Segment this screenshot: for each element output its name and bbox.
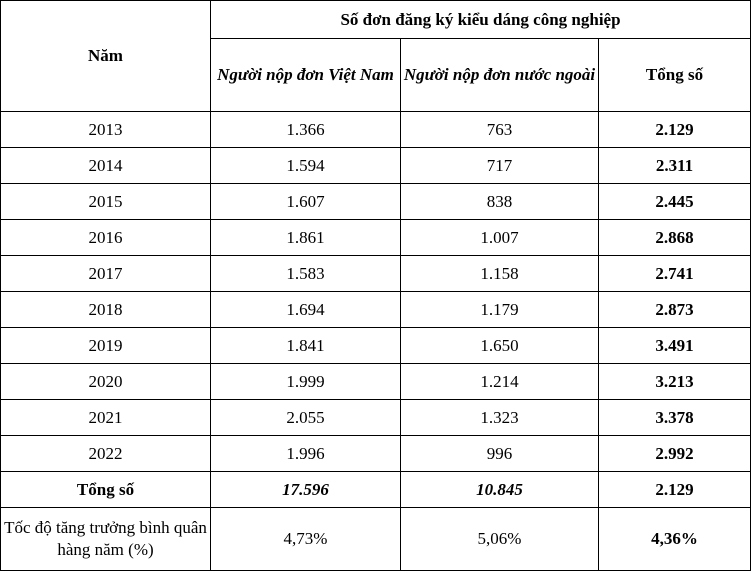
table-row: [1, 256, 751, 292]
header-group-title: Số đơn đăng ký kiểu dáng công nghiệp: [211, 1, 751, 39]
growth-foreign: 5,06%: [401, 508, 599, 571]
cell-year: 2014: [1, 148, 211, 184]
header-year: Năm: [1, 1, 211, 112]
cell-total: 3.378: [599, 400, 751, 436]
growth-label-cell: [1, 508, 211, 571]
total-label: Tổng số: [1, 472, 211, 508]
cell-vietnam: 1.583: [211, 256, 401, 292]
cell-vietnam: 1.999: [211, 364, 401, 400]
table-row: [1, 184, 751, 220]
header-foreign-applicants-label: Người nộp đơn nước ngoài: [403, 65, 596, 84]
table-row: [1, 112, 751, 148]
cell-foreign: 1.179: [401, 292, 599, 328]
cell-total: 3.491: [599, 328, 751, 364]
cell-vietnam: 2.055: [211, 400, 401, 436]
cell-year: 2015: [1, 184, 211, 220]
cell-vietnam: 1.861: [211, 220, 401, 256]
cell-vietnam: 1.594: [211, 148, 401, 184]
cell-foreign: 1.323: [401, 400, 599, 436]
cell-total: 2.992: [599, 436, 751, 472]
cell-vietnam: 1.366: [211, 112, 401, 148]
table-row: [1, 436, 751, 472]
total-all: 2.129: [599, 472, 751, 508]
cell-foreign: 1.158: [401, 256, 599, 292]
header-foreign-applicants: [401, 39, 599, 112]
cell-year: 2016: [1, 220, 211, 256]
table-row: [1, 220, 751, 256]
growth-total: 4,36%: [599, 508, 751, 571]
growth-label: Tốc độ tăng trưởng bình quân hàng năm (%): [4, 518, 207, 559]
total-row: [1, 472, 751, 508]
cell-foreign: 1.007: [401, 220, 599, 256]
cell-foreign: 1.650: [401, 328, 599, 364]
cell-year: 2020: [1, 364, 211, 400]
cell-total: 2.868: [599, 220, 751, 256]
cell-vietnam: 1.996: [211, 436, 401, 472]
cell-foreign: 996: [401, 436, 599, 472]
header-vietnam-applicants: [211, 39, 401, 112]
cell-total: 3.213: [599, 364, 751, 400]
cell-total: 2.741: [599, 256, 751, 292]
table-row: [1, 364, 751, 400]
cell-total: 2.311: [599, 148, 751, 184]
growth-vietnam: 4,73%: [211, 508, 401, 571]
table-row: [1, 148, 751, 184]
cell-total: 2.445: [599, 184, 751, 220]
total-vietnam: 17.596: [211, 472, 401, 508]
cell-vietnam: 1.694: [211, 292, 401, 328]
cell-foreign: 1.214: [401, 364, 599, 400]
cell-year: 2022: [1, 436, 211, 472]
total-foreign: 10.845: [401, 472, 599, 508]
cell-total: 2.873: [599, 292, 751, 328]
table-row: [1, 400, 751, 436]
cell-foreign: 838: [401, 184, 599, 220]
growth-row: [1, 508, 751, 571]
cell-year: 2021: [1, 400, 211, 436]
header-row-top: [1, 1, 751, 39]
cell-vietnam: 1.841: [211, 328, 401, 364]
header-vietnam-applicants-label: Người nộp đơn Việt Nam: [217, 65, 394, 84]
cell-year: 2019: [1, 328, 211, 364]
cell-foreign: 717: [401, 148, 599, 184]
cell-foreign: 763: [401, 112, 599, 148]
cell-total: 2.129: [599, 112, 751, 148]
header-total: Tổng số: [599, 39, 751, 112]
cell-vietnam: 1.607: [211, 184, 401, 220]
table-row: [1, 328, 751, 364]
cell-year: 2013: [1, 112, 211, 148]
table-row: [1, 292, 751, 328]
cell-year: 2017: [1, 256, 211, 292]
cell-year: 2018: [1, 292, 211, 328]
